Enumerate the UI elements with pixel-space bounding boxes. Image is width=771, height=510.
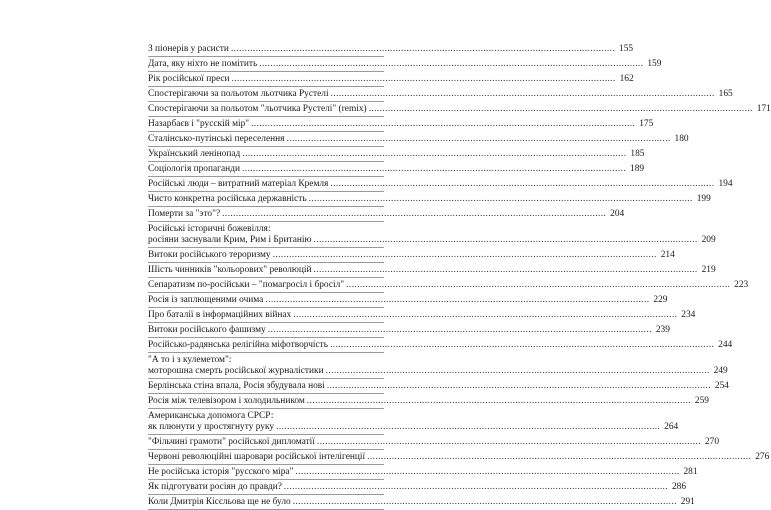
dot-leader [251,119,635,130]
toc-entry-page-number: 155 [619,44,634,54]
dot-leader [273,250,657,261]
toc-entry [148,57,662,72]
toc-entry-title: Український ленінопад [148,149,241,159]
toc-entry-title: Росія між телевізором і холодильником [148,396,305,406]
toc-entry-title: росіяни заснували Крим, Рим і Британію [148,235,312,245]
toc-entry [148,72,634,87]
toc-entry-page-number: 214 [660,250,675,260]
toc-entry-page-number: 286 [671,482,687,492]
toc-entry-title: Спостерігаючи за польотом "льотчика Рустелі" (remix) [148,104,367,114]
dot-leader [259,59,643,70]
toc-entry [148,177,733,192]
toc-entry [148,308,696,323]
dot-leader [330,340,714,351]
toc-entry [148,480,687,495]
toc-entry-page-number: 291 [680,497,695,507]
dot-leader [295,467,679,478]
toc-entry-title: Російсько-радянська релігійна міфотворчість [148,340,329,350]
toc-entry-page-number: 209 [701,235,716,245]
dot-leader [346,280,730,291]
toc-entry-title-first-line: "А то і з кулеметом": [148,355,232,365]
toc-entry-title: З піонерів у расисти [148,44,229,54]
toc-entry-page-number: 223 [734,280,749,290]
toc-entry [148,162,645,177]
toc-entry-page-number: 234 [681,310,696,320]
toc-entry [148,147,645,162]
toc-entry-title: моторошна смерть російської журналістики [148,366,324,376]
dot-leader [242,164,626,175]
toc-entry-title: Назарбаєв і "русскій мір" [148,119,250,129]
toc-entry-page-number: 259 [694,396,709,406]
toc-entry-title: Спостерігаючи за польотом льотчика Рустелі [148,89,329,99]
toc-entry-page-number: 189 [630,164,645,174]
toc-entry-page-number: 249 [713,366,728,376]
dot-leader [286,134,670,145]
toc-entry [148,409,679,435]
toc-entry-page-number: 264 [664,422,679,432]
table-of-contents [148,42,771,510]
toc-entry-title: Росія із заплющеними очима [148,295,264,305]
toc-entry-page-number: 165 [718,89,733,99]
toc-entry-title: Російські люди – витратний матеріал Кремля [148,179,329,189]
toc-entry [148,87,733,102]
dot-leader [284,482,668,493]
toc-entry [148,379,729,394]
toc-entry-page-number: 254 [714,381,729,391]
toc-entry-title: Не російська історія "русского міра" [148,467,294,477]
toc-entry-page-number: 175 [639,119,654,129]
toc-entry-title: Померти за "это"? [148,209,221,219]
toc-entry-page-number: 180 [674,134,689,144]
toc-entry [148,207,625,222]
toc-entry [148,338,733,353]
dot-leader [327,381,711,392]
toc-entry-page-number: 159 [647,59,662,69]
toc-entry-title-first-line: Американська допомога СРСР: [148,411,274,421]
dot-leader [367,452,751,463]
toc-entry [148,353,728,379]
toc-entry [148,394,709,409]
dot-leader [330,179,714,190]
toc-entry [148,323,670,338]
toc-entry-title: Соціологія пропаганди [148,164,240,174]
toc-entry-title: Коли Дмитрія Кісєльова ще не було [148,497,291,507]
toc-entry [148,192,711,207]
toc-entry-page-number: 162 [619,74,634,84]
toc-entry-title: Рік російської преси [148,74,230,84]
dot-leader [232,74,616,85]
toc-entry-title: Сталінсько-путінські переселення [148,134,285,144]
toc-entry [148,293,668,308]
dot-leader [293,497,677,508]
toc-entry-page-number: 239 [655,325,670,335]
toc-entry-title: Витоки російського фашизму [148,325,266,335]
toc-entry-title: як плюнути у простягнуту руку [148,422,275,432]
toc-entry-page-number: 194 [718,179,733,189]
dot-leader [265,295,649,306]
toc-entry [148,435,720,450]
toc-entry-title: Витоки російського тероризму [148,250,271,260]
toc-entry-title: Шість чинників "кольорових" революцій [148,265,312,275]
toc-entry [148,495,695,510]
dot-leader [231,44,615,55]
toc-entry-title: Чисто конкретна російська державність [148,194,307,204]
dot-leader [242,149,626,160]
dot-leader [293,310,677,321]
toc-entry-page-number: 244 [718,340,733,350]
toc-entry [148,465,698,480]
toc-entry-title-first-line: Російські історичні божевілля: [148,224,271,234]
toc-entry-title: "Фільчині грамоти" російської дипломатії [148,437,315,447]
dot-leader [268,325,652,336]
dot-leader [222,209,606,220]
toc-entry-title: Дата, яку ніхто не помітить [148,59,258,69]
toc-entry [148,263,716,278]
toc-entry-title: Берлінська стіна впала, Росія збудувала нові [148,381,325,391]
toc-entry [148,278,749,293]
toc-entry [148,248,675,263]
toc-entry-page-number: 270 [704,437,720,447]
toc-entry [148,132,689,147]
toc-entry-page-number: 281 [683,467,698,477]
toc-entry-page-number: 185 [630,149,645,159]
toc-entry-page-number: 229 [653,295,668,305]
toc-entry-page-number: 171 [756,104,771,114]
toc-entry-title: Червоні революційні шаровари російської інтелігенції [148,452,366,462]
toc-entry-title: Сепаратизм по-російськи – "помагросіл і бросіл" [148,280,345,290]
dot-leader [314,265,698,276]
dot-leader [326,366,710,377]
toc-entry-page-number: 276 [755,452,770,462]
toc-entry-title: Про баталії в інформаційних війнах [148,310,292,320]
toc-entry-page-number: 204 [610,209,625,219]
toc-entry [148,117,654,132]
dot-leader [317,437,701,448]
toc-entry-title: Як підготувати росіян до правди? [148,482,282,492]
dot-leader [314,235,698,246]
dot-leader [369,104,753,115]
dot-leader [309,194,693,205]
toc-entry [148,222,716,248]
dot-leader [276,422,660,433]
dot-leader [307,396,691,407]
toc-entry [148,42,634,57]
toc-entry-page-number: 219 [701,265,716,275]
toc-entry [148,450,770,465]
toc-entry [148,102,771,117]
dot-leader [331,89,715,100]
toc-entry-page-number: 199 [696,194,711,204]
